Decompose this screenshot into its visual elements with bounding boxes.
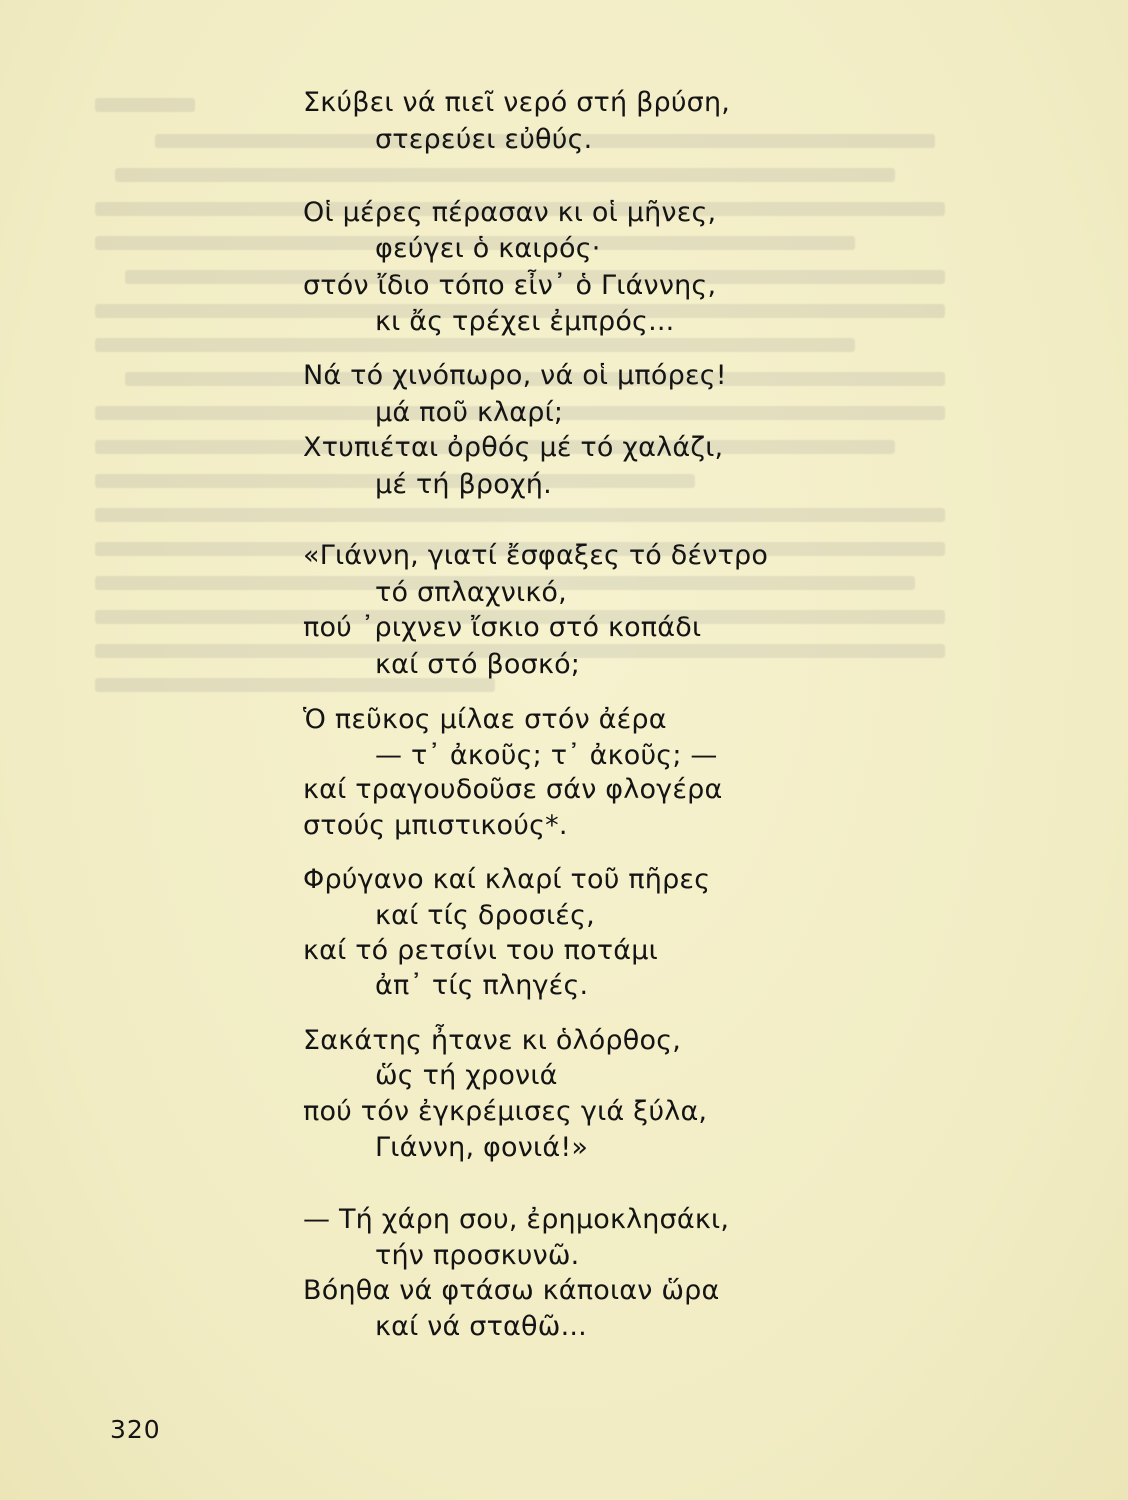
poem-line: — Τή χάρη σου, ἐρημοκλησάκι, (303, 1204, 730, 1235)
poem-line: στούς μπιστικούς*. (303, 810, 568, 841)
poem-line: Σκύβει νά πιεῖ νερό στή βρύση, (303, 87, 731, 118)
poem-line: καί στό βοσκό; (375, 649, 581, 680)
poem-line: Βόηθα νά φτάσω κάποιαν ὥρα (303, 1275, 720, 1306)
poem-line: καί τραγουδοῦσε σάν φλογέρα (303, 774, 723, 805)
poem-line: Γιάννη, φονιά!» (375, 1132, 589, 1163)
poem-line: πού ᾽ριχνεν ἴσκιο στό κοπάδι (303, 612, 702, 643)
poem-line: καί τό ρετσίνι του ποτάμι (303, 935, 658, 966)
page-number: 320 (110, 1415, 161, 1444)
poem-line: πού τόν ἐγκρέμισες γιά ξύλα, (303, 1096, 708, 1127)
poem-line: μά ποῦ κλαρί; (375, 397, 564, 428)
poem-line: καί νά σταθῶ... (375, 1311, 587, 1342)
poem-line: στόν ἴδιο τόπο εἶν᾽ ὁ Γιάννης, (303, 270, 717, 301)
poem-line: Σακάτης ἦτανε κι ὁλόρθος, (303, 1025, 682, 1056)
poem-line: στερεύει εὐθύς. (375, 124, 593, 155)
poem-line: τήν προσκυνῶ. (375, 1240, 580, 1271)
poem-line: «Γιάννη, γιατί ἔσφαξες τό δέντρο (303, 540, 769, 571)
poem-line: Νά τό χινόπωρο, νά οἱ μπόρες! (303, 360, 727, 391)
poem-line: Ὁ πεῦκος μίλαε στόν ἀέρα (303, 704, 667, 735)
poem-line: φεύγει ὁ καιρός· (375, 233, 601, 264)
poem-line: τό σπλαχνικό, (375, 577, 567, 608)
poem-line: Φρύγανο καί κλαρί τοῦ πῆρες (303, 864, 711, 895)
poem-line: κι ἄς τρέχει ἐμπρός... (375, 306, 675, 337)
poem-line: — τ᾽ ἀκοῦς; τ᾽ ἀκοῦς; — (375, 740, 718, 771)
poem-line: ἀπ᾽ τίς πληγές. (375, 970, 589, 1001)
poem-line: Χτυπιέται ὀρθός μέ τό χαλάζι, (303, 432, 724, 463)
poem-line: Οἱ μέρες πέρασαν κι οἱ μῆνες, (303, 197, 717, 228)
poem-line: καί τίς δροσιές, (375, 900, 595, 931)
poem-line: ὥς τή χρονιά (375, 1060, 558, 1091)
poem-line: μέ τή βροχή. (375, 469, 552, 500)
